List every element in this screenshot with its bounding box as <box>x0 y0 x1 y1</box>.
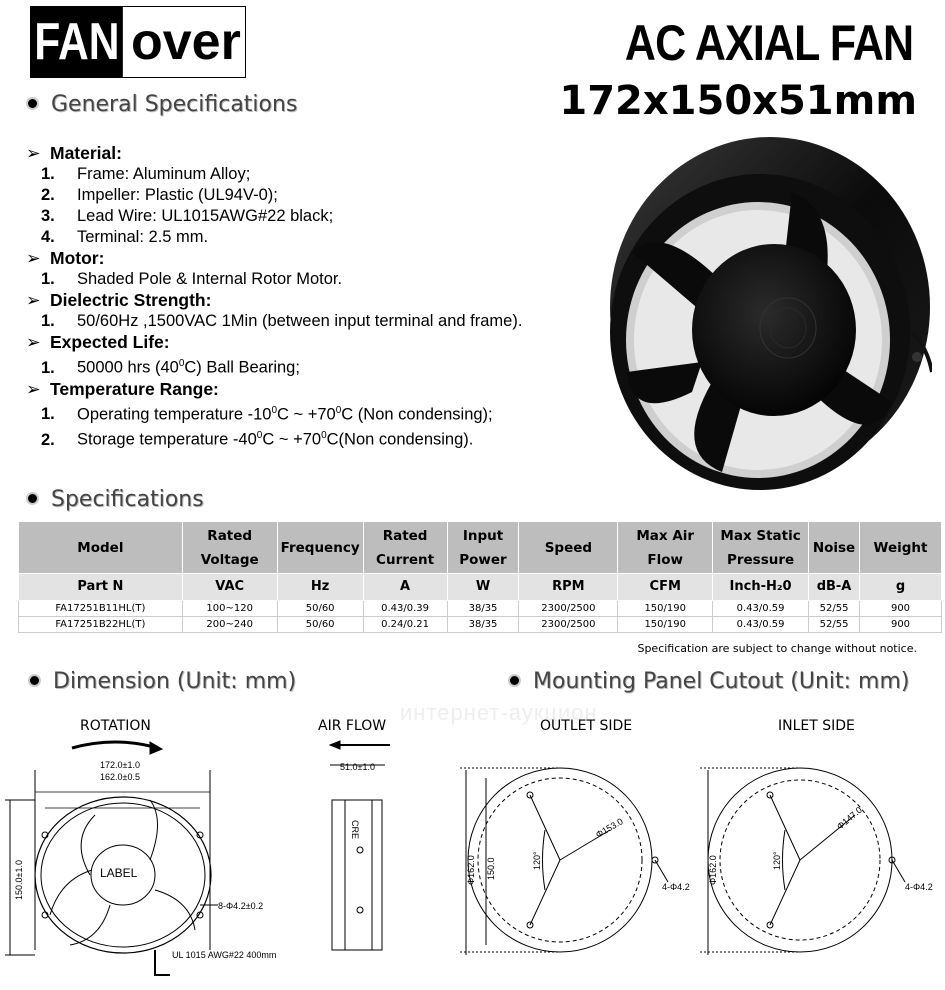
table-cell: 900 <box>860 601 942 617</box>
unit-cell: dB-A <box>809 574 860 601</box>
table-row <box>19 601 942 617</box>
arrow-icon: ➢ <box>26 290 41 310</box>
outlet-label: OUTLET SIDE <box>540 718 633 734</box>
table-cell: 38/35 <box>447 617 519 633</box>
table-cell: 52/55 <box>809 617 860 633</box>
arrow-icon: ➢ <box>26 332 41 352</box>
page-title: AC AXIAL FAN <box>624 15 913 71</box>
col-header: Max Air Flow <box>618 522 713 574</box>
list-item: 1. 50/60Hz ,1500VAC 1Min (between input terminal and frame). <box>41 312 523 330</box>
logo-fan: FAN <box>31 7 123 77</box>
general-spec-heading: General Specifications <box>28 92 297 117</box>
technical-drawings <box>0 700 945 990</box>
unit-cell: g <box>860 574 942 601</box>
col-header: Rated Current <box>363 522 447 574</box>
specs-heading: Specifications <box>28 487 204 512</box>
table-cell: FA17251B22HL(T) <box>19 617 183 633</box>
arrow-icon: ➢ <box>26 248 41 268</box>
table-cell: 100~120 <box>182 601 277 617</box>
table-cell: 52/55 <box>809 601 860 617</box>
bullet-icon <box>28 494 37 503</box>
wire-label: UL 1015 AWG#22 400mm <box>172 950 277 960</box>
dim150-outlet: 150.0 <box>486 857 496 880</box>
list-item: 1. Operating temperature $-10^0C$ ~ $+70^0C$ (Non condensing); <box>41 404 493 423</box>
list-item: 1. Shaded Pole & Internal Rotor Motor. <box>41 270 343 288</box>
list-item: 2. Storage temperature $-40^0C$ ~ $+70^0C(Non$ condensing). <box>41 430 474 449</box>
phi162-outlet: Φ162.0 <box>466 855 476 885</box>
angle-inlet: 120° <box>772 851 782 870</box>
unit-cell: A <box>363 574 447 601</box>
airflow-label: AIR FLOW <box>318 718 387 734</box>
arrow-icon: ➢ <box>26 143 41 163</box>
mounting-heading: Mounting Panel Cutout (Unit: mm) <box>510 669 909 694</box>
logo-over: over <box>131 13 241 71</box>
bullet-icon <box>510 676 519 685</box>
unit-cell: Part N <box>19 574 183 601</box>
table-cell: 150/190 <box>618 601 713 617</box>
unit-cell: VAC <box>182 574 277 601</box>
unit-cell: Inch-H₂0 <box>713 574 809 601</box>
table-cell: 38/35 <box>447 601 519 617</box>
col-header: Frequency <box>277 522 363 574</box>
cre-mark: CRE <box>350 820 360 840</box>
col-header: Model <box>19 522 183 574</box>
table-cell: 2300/2500 <box>519 601 618 617</box>
phi153: Φ153.0 <box>594 816 625 840</box>
general-spec-list <box>26 143 522 451</box>
table-cell: 150/190 <box>618 617 713 633</box>
phi147: Φ147.0 <box>834 804 865 832</box>
list-item: 4. Terminal: 2.5 mm. <box>41 228 209 246</box>
list-item: 1. Frame: Aluminum Alloy; <box>41 165 251 183</box>
holes-label: 8-Φ4.2±0.2 <box>218 901 264 911</box>
bullet-icon <box>30 676 39 685</box>
rotation-label: ROTATION <box>80 718 151 734</box>
col-header: Input Power <box>447 522 519 574</box>
page-subtitle: 172x150x51mm <box>559 78 917 124</box>
col-header: Speed <box>519 522 618 574</box>
dim-51: 51.0±1.0 <box>340 762 375 772</box>
table-cell: 900 <box>860 617 942 633</box>
arrow-icon: ➢ <box>26 378 41 399</box>
table-cell: 0.43/0.39 <box>363 601 447 617</box>
table-cell: 0.43/0.59 <box>713 601 809 617</box>
table-cell: 200~240 <box>182 617 277 633</box>
table-cell: 0.24/0.21 <box>363 617 447 633</box>
table-cell: 50/60 <box>277 617 363 633</box>
unit-cell: CFM <box>618 574 713 601</box>
spec-table <box>18 521 942 633</box>
list-item: 1. 50000 hrs $(40^0C)$ Ball Bearing; <box>41 358 300 377</box>
label-text: LABEL <box>100 866 138 880</box>
dim-172: 172.0±1.0 <box>100 760 140 770</box>
bullet-icon <box>28 99 37 108</box>
table-cell: 2300/2500 <box>519 617 618 633</box>
watermark: интернет-аукцион <box>400 700 598 725</box>
phi162-inlet: Φ162.0 <box>708 855 718 885</box>
dim-162: 162.0±0.5 <box>100 772 140 782</box>
table-cell: FA17251B11HL(T) <box>19 601 183 617</box>
dim-150: 150.0±1.0 <box>14 860 24 900</box>
table-row <box>19 617 942 633</box>
table-unit-row <box>19 574 942 601</box>
angle-outlet: 120° <box>532 851 542 870</box>
holes-outlet: 4-Φ4.2 <box>662 882 690 892</box>
table-cell: 50/60 <box>277 601 363 617</box>
motor-heading: ➢ Motor: <box>26 248 105 268</box>
unit-cell: RPM <box>519 574 618 601</box>
holes-inlet: 4-Φ4.2 <box>905 882 933 892</box>
list-item: 3. Lead Wire: UL1015AWG#22 black; <box>41 207 334 225</box>
table-cell: 0.43/0.59 <box>713 617 809 633</box>
spec-note: Specification are subject to change without notice. <box>637 642 917 655</box>
col-header: Rated Voltage <box>182 522 277 574</box>
list-item: 2. Impeller: Plastic (UL94V-0); <box>41 186 278 204</box>
col-header: Noise <box>809 522 860 574</box>
unit-cell: W <box>447 574 519 601</box>
dielectric-heading: ➢ Dielectric Strength: <box>26 290 212 310</box>
col-header: Max Static Pressure <box>713 522 809 574</box>
unit-cell: Hz <box>277 574 363 601</box>
fan-photo <box>592 132 932 502</box>
inlet-label: INLET SIDE <box>778 718 855 734</box>
table-header-row <box>19 522 942 574</box>
brand-logo <box>30 6 246 78</box>
temperature-heading: ➢ Temperature Range: <box>26 378 219 399</box>
dimension-heading: Dimension (Unit: mm) <box>30 669 296 694</box>
life-heading: ➢ Expected Life: <box>26 332 170 352</box>
material-heading: ➢ Material: <box>26 143 122 163</box>
col-header: Weight <box>860 522 942 574</box>
